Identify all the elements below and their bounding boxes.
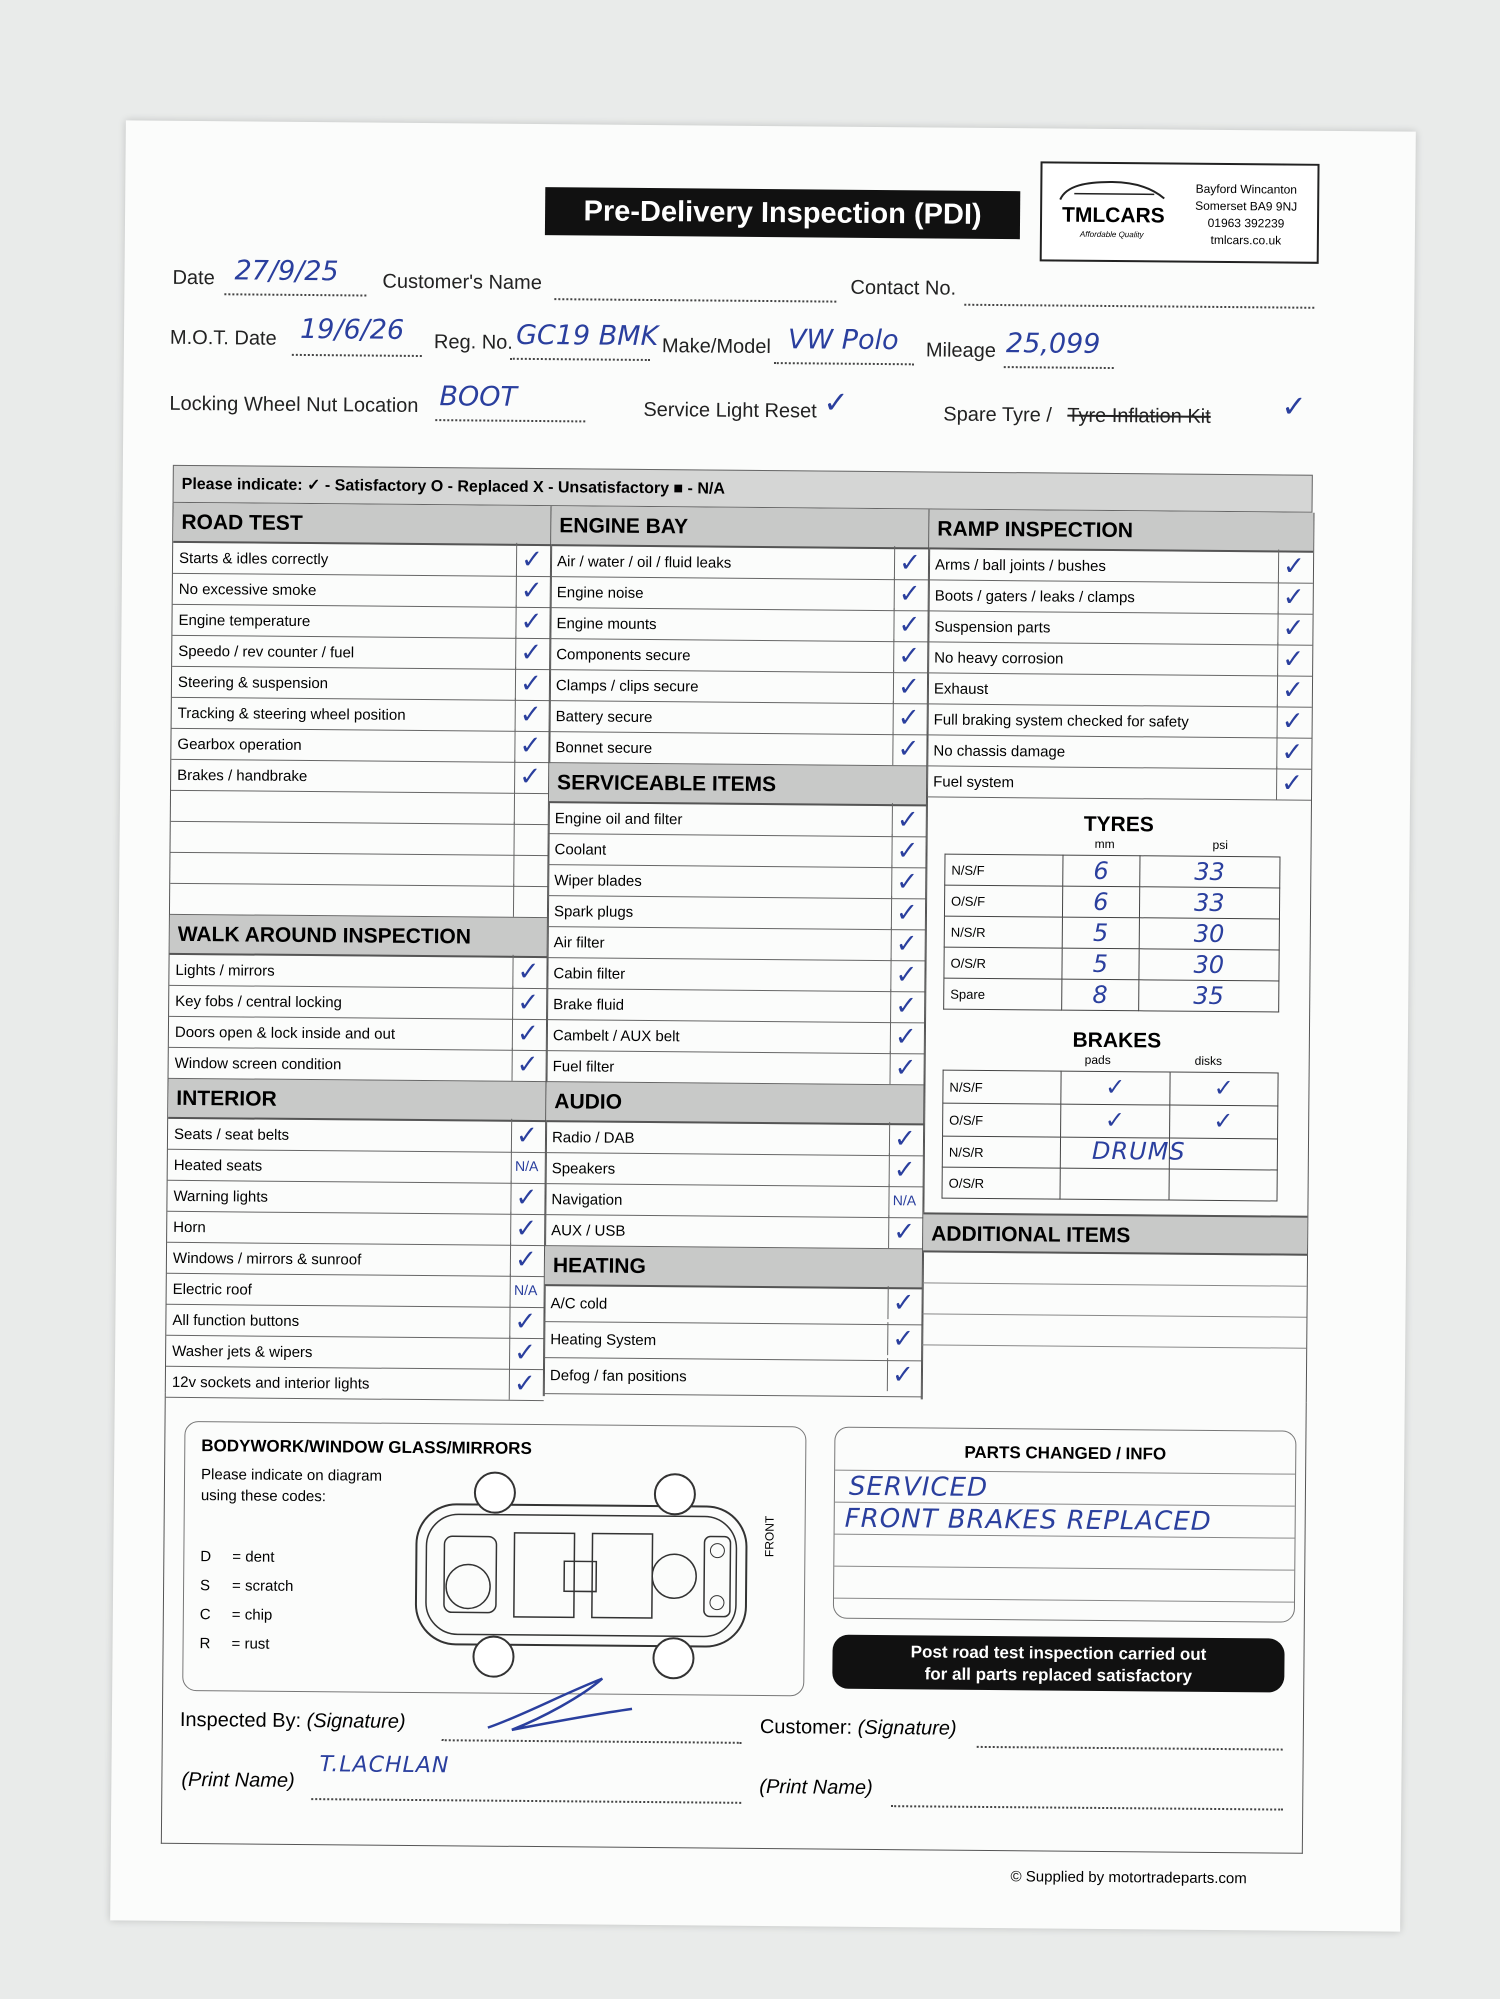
checklist-row[interactable]: A/C cold ✓ <box>544 1286 922 1325</box>
additional-line[interactable] <box>922 1314 1306 1348</box>
contact-field[interactable] <box>964 280 1314 309</box>
company-tagline: Affordable Quality <box>1079 229 1144 240</box>
tick-mark: ✓ <box>510 1212 541 1245</box>
make-model-label: Make/Model <box>661 335 771 359</box>
additional-line[interactable] <box>922 1345 1306 1379</box>
checklist-row[interactable]: Speakers ✓ <box>546 1153 924 1187</box>
tick-mark: ✓ <box>891 927 922 960</box>
legend-bar: Please indicate: ✓ - Satisfactory O - Replaced X - Unsatisfactory ■ - N/A <box>173 465 1313 513</box>
tick-mark: ✓ <box>1276 735 1307 768</box>
bodywork-heading: BODYWORK/WINDOW GLASS/MIRRORS <box>201 1436 532 1458</box>
checklist-row[interactable]: Key fobs / central locking ✓ <box>169 986 547 1020</box>
tyres-heading: TYRES <box>1083 812 1154 837</box>
tick-mark: ✓ <box>891 896 922 929</box>
brake-row[interactable]: N/S/R <box>942 1136 1277 1170</box>
code-row: R = rust <box>199 1635 270 1653</box>
tick-mark: ✓ <box>1278 549 1309 582</box>
tyres-table <box>943 854 1280 1013</box>
checklist-row[interactable]: Steering & suspension ✓ <box>172 667 550 701</box>
reg-label: Reg. No. <box>433 331 513 354</box>
tick-mark: ✓ <box>514 729 545 762</box>
service-light-tick[interactable]: ✓ <box>823 386 849 420</box>
tyre-row[interactable]: N/S/R 5 30 <box>944 916 1279 950</box>
locking-nut-value[interactable]: BOOT <box>439 381 518 413</box>
code-row: S = scratch <box>200 1577 294 1595</box>
mileage-value[interactable]: 25,099 <box>1005 328 1101 360</box>
walk-around-heading: WALK AROUND INSPECTION <box>170 915 548 958</box>
tick-mark: ✓ <box>888 1215 919 1248</box>
tick-mark: ✓ <box>509 1367 540 1400</box>
checklist-row[interactable]: Bonnet secure ✓ <box>549 732 927 766</box>
tick-mark: ✓ <box>894 577 925 610</box>
brake-row[interactable]: O/S/R <box>942 1167 1277 1201</box>
ramp-heading: RAMP INSPECTION <box>929 509 1313 552</box>
tick-mark: ✓ <box>890 989 921 1022</box>
inspected-by-label: Inspected By: (Signature) <box>179 1708 406 1733</box>
rear-brakes-note[interactable]: DRUMS <box>1091 1136 1186 1166</box>
heating-heading: HEATING <box>545 1246 923 1289</box>
tick-mark: ✓ <box>892 732 923 765</box>
checklist-row[interactable]: AUX / USB ✓ <box>545 1215 923 1249</box>
checklist-row[interactable]: Fuel filter ✓ <box>547 1051 925 1085</box>
tick-mark: ✓ <box>1277 673 1308 706</box>
date-label: Date <box>172 266 215 290</box>
spare-tyre-tick[interactable]: ✓ <box>1281 390 1307 424</box>
tick-mark: ✓ <box>1277 704 1308 737</box>
tick-mark: ✓ <box>512 1017 543 1050</box>
spare-tyre-label: Spare Tyre / <box>943 403 1053 427</box>
pdi-form <box>110 120 1416 1931</box>
tick-mark: ✓ <box>889 1051 920 1084</box>
customer-signature-field[interactable] <box>977 1722 1283 1751</box>
checklist-row[interactable]: Starts & idles correctly ✓ <box>173 543 551 577</box>
tick-mark: ✓ <box>890 1020 921 1053</box>
customer-name-field[interactable] <box>554 274 836 302</box>
column-right <box>921 509 1315 1402</box>
brakes-heading: BRAKES <box>1072 1028 1162 1053</box>
checklist-row[interactable]: Battery secure ✓ <box>550 701 928 735</box>
parts-heading: PARTS CHANGED / INFO <box>964 1442 1167 1464</box>
parts-line-2[interactable]: FRONT BRAKES REPLACED <box>844 1503 1212 1537</box>
tick-mark: ✓ <box>515 636 546 669</box>
checklist-row[interactable]: Tracking & steering wheel position ✓ <box>172 698 550 732</box>
tick-mark: ✓ <box>887 1286 918 1319</box>
brakes-disks-header: disks <box>1194 1053 1223 1069</box>
checklist-row[interactable]: Engine noise ✓ <box>551 577 929 611</box>
company-address: Bayford Wincanton Somerset BA9 9NJ 01963 392239 tmlcars.co.uk <box>1195 181 1298 248</box>
tyres-mm-header: mm <box>1094 836 1115 852</box>
tick-mark: ✓ <box>512 955 543 988</box>
checklist-row[interactable]: Electric roof N/A <box>167 1274 545 1308</box>
contact-label: Contact No. <box>850 276 957 300</box>
tick-mark: ✓ <box>509 1336 540 1369</box>
checklist-row[interactable]: Seats / seat belts ✓ <box>168 1119 546 1153</box>
checklist-row[interactable]: Fuel system ✓ <box>927 766 1311 800</box>
column-middle <box>543 506 931 1399</box>
engine-bay-heading: ENGINE BAY <box>551 506 929 549</box>
checklist-row[interactable]: Heated seats N/A <box>168 1150 546 1184</box>
tick-mark: ✓ <box>514 760 545 793</box>
make-model-value[interactable]: VW Polo <box>787 324 899 357</box>
na-mark: N/A <box>510 1274 541 1307</box>
checklist-row[interactable]: No excessive smoke ✓ <box>173 574 551 608</box>
na-mark: N/A <box>888 1184 919 1217</box>
checklist-row[interactable]: Horn ✓ <box>167 1212 545 1246</box>
tick-mark: ✓ <box>887 1358 918 1391</box>
tick-mark: ✓ <box>1277 642 1308 675</box>
tick-mark: ✓ <box>510 1243 541 1276</box>
checklist-row[interactable]: Speedo / rev counter / fuel ✓ <box>172 636 550 670</box>
checklist-row[interactable]: Boots / gaters / leaks / clamps ✓ <box>929 580 1313 614</box>
checklist-row[interactable]: Full braking system checked for safety ✓ <box>928 704 1312 738</box>
mot-date-label: M.O.T. Date <box>169 326 277 350</box>
tick-mark: ✓ <box>893 639 924 672</box>
code-row: D = dent <box>200 1548 275 1566</box>
bodywork-instructions: Please indicate on diagram using these codes: <box>200 1466 383 1506</box>
print-name-label: (Print Name) <box>181 1768 295 1792</box>
tyre-row[interactable]: Spare 8 35 <box>944 978 1279 1012</box>
checklist-row[interactable]: Components secure ✓ <box>550 639 928 673</box>
checklist-row[interactable]: Radio / DAB ✓ <box>546 1122 924 1156</box>
date-value[interactable]: 27/9/25 <box>234 255 339 288</box>
parts-line-1[interactable]: SERVICED <box>848 1471 989 1503</box>
tick-mark: ✓ <box>891 865 922 898</box>
checklist-row[interactable]: Clamps / clips secure ✓ <box>550 670 928 704</box>
tick-mark: ✓ <box>887 1322 918 1355</box>
checklist-row[interactable]: No chassis damage ✓ <box>927 735 1311 769</box>
mileage-label: Mileage <box>925 339 997 363</box>
checklist-row[interactable]: Engine temperature ✓ <box>172 605 550 639</box>
na-mark: N/A <box>511 1150 542 1183</box>
tick-mark: ✓ <box>1278 580 1309 613</box>
brakes-table-wrap <box>942 1070 1279 1202</box>
checklist-row[interactable]: 12v sockets and interior lights ✓ <box>166 1367 544 1401</box>
locking-nut-label: Locking Wheel Nut Location <box>169 392 419 417</box>
checklist-row[interactable]: Window screen condition ✓ <box>169 1048 547 1082</box>
customer-signature-label: Customer: (Signature) <box>759 1715 957 1740</box>
blank-row[interactable] <box>170 822 548 856</box>
audio-heading: AUDIO <box>546 1082 924 1125</box>
tick-mark: ✓ <box>892 803 923 836</box>
tick-mark: ✓ <box>516 574 547 607</box>
blank-row[interactable] <box>171 791 549 825</box>
additional-line[interactable] <box>923 1252 1307 1286</box>
tick-mark: ✓ <box>893 608 924 641</box>
tyre-row[interactable]: N/S/F 6 33 <box>945 854 1280 888</box>
damage-codes <box>199 1542 293 1659</box>
tick-mark: ✓ <box>510 1181 541 1214</box>
checklist-row[interactable]: Wiper blades ✓ <box>548 865 926 899</box>
interior-heading: INTERIOR <box>168 1079 546 1122</box>
car-diagram[interactable] <box>403 1464 785 1687</box>
serviceable-heading: SERVICEABLE ITEMS <box>549 763 927 806</box>
customer-print-name-field[interactable] <box>891 1781 1283 1810</box>
tyre-row[interactable]: O/S/R 5 30 <box>944 947 1279 981</box>
tick-mark: ✓ <box>511 1119 542 1152</box>
page-title: Pre-Delivery Inspection (PDI) <box>545 187 1020 239</box>
checklist-row[interactable]: Cambelt / AUX belt ✓ <box>547 1020 925 1054</box>
tyre-row[interactable]: O/S/F 6 33 <box>944 885 1279 919</box>
mot-date-value[interactable]: 19/6/26 <box>299 313 405 346</box>
column-left <box>165 503 553 1399</box>
tick-mark: ✓ <box>509 1305 540 1338</box>
code-row: C = chip <box>199 1606 273 1624</box>
checklist-row[interactable]: Exhaust ✓ <box>928 673 1312 707</box>
company-logo <box>1040 161 1320 263</box>
checklist-row[interactable]: Air filter ✓ <box>548 927 926 961</box>
tick-mark: ✓ <box>889 1153 920 1186</box>
tyre-inflation-label: Tyre Inflation Kit <box>1067 404 1211 428</box>
tick-mark: ✓ <box>515 605 546 638</box>
checklist-row[interactable]: No heavy corrosion ✓ <box>928 642 1312 676</box>
checklist-row[interactable]: All function buttons ✓ <box>166 1305 544 1339</box>
blank-row[interactable] <box>170 853 548 887</box>
checklist-row[interactable]: Washer jets & wipers ✓ <box>166 1336 544 1370</box>
tick-mark: ✓ <box>1276 766 1307 799</box>
tick-mark: ✓ <box>890 958 921 991</box>
checklist-row[interactable]: Defog / fan positions ✓ <box>544 1358 922 1397</box>
brake-row[interactable]: N/S/F ✓ ✓ <box>943 1070 1278 1106</box>
service-light-label: Service Light Reset <box>643 398 817 423</box>
checklist-row[interactable]: Heating System ✓ <box>544 1322 922 1361</box>
checklist-row[interactable]: Suspension parts ✓ <box>928 611 1312 645</box>
additional-line[interactable] <box>922 1283 1306 1317</box>
brakes-table <box>942 1070 1279 1202</box>
additional-heading: ADDITIONAL ITEMS <box>923 1212 1307 1255</box>
brakes-pads-header: pads <box>1084 1052 1111 1068</box>
post-road-test-banner: Post road test inspection carried out for all parts replaced satisfactory <box>832 1635 1284 1693</box>
brake-row[interactable]: O/S/F ✓ ✓ <box>943 1103 1278 1139</box>
checklist-row[interactable]: Coolant ✓ <box>548 834 926 868</box>
checklist-row[interactable]: Doors open & lock inside and out ✓ <box>169 1017 547 1051</box>
tick-mark: ✓ <box>512 986 543 1019</box>
tick-mark: ✓ <box>893 670 924 703</box>
checklist-row[interactable]: Arms / ball joints / bushes ✓ <box>929 549 1313 583</box>
blank-row[interactable] <box>170 884 548 918</box>
road-test-heading: ROAD TEST <box>173 503 551 546</box>
tick-mark: ✓ <box>894 546 925 579</box>
checklist-row[interactable]: Cabin filter ✓ <box>547 958 925 992</box>
tick-mark: ✓ <box>893 701 924 734</box>
checklist-row[interactable]: Spark plugs ✓ <box>548 896 926 930</box>
company-name: TMLCARS <box>1061 203 1165 228</box>
tick-mark: ✓ <box>889 1122 920 1155</box>
checklist-row[interactable]: Air / water / oil / fluid leaks ✓ <box>551 546 929 580</box>
tyres-psi-header: psi <box>1212 837 1229 853</box>
car-logo-icon <box>1056 178 1168 207</box>
tick-mark: ✓ <box>1277 611 1308 644</box>
tick-mark: ✓ <box>891 834 922 867</box>
print-name-value[interactable]: T.LACHLAN <box>319 1752 450 1779</box>
checklist-row[interactable]: Engine mounts ✓ <box>550 608 928 642</box>
inspector-signature <box>482 1672 643 1737</box>
front-label: FRONT <box>762 1515 777 1558</box>
checklist-row[interactable]: Navigation N/A <box>545 1184 923 1218</box>
checklist-row[interactable]: Warning lights ✓ <box>167 1181 545 1215</box>
supplied-by: © Supplied by motortradeparts.com <box>1010 1868 1247 1888</box>
tick-mark: ✓ <box>516 543 547 576</box>
tick-mark: ✓ <box>512 1048 543 1081</box>
customer-name-label: Customer's Name <box>382 270 542 295</box>
checklist-row[interactable]: Gearbox operation ✓ <box>171 729 549 763</box>
checklist-row[interactable]: Engine oil and filter ✓ <box>549 803 927 837</box>
checklist-row[interactable]: Lights / mirrors ✓ <box>169 955 547 989</box>
customer-print-name-label: (Print Name) <box>759 1775 873 1799</box>
tick-mark: ✓ <box>515 667 546 700</box>
parts-changed-box <box>833 1427 1297 1623</box>
bodywork-box <box>182 1421 806 1696</box>
checklist-row[interactable]: Brakes / handbrake ✓ <box>171 760 549 794</box>
checklist-row[interactable]: Windows / mirrors & sunroof ✓ <box>167 1243 545 1277</box>
print-name-line <box>311 1774 741 1804</box>
reg-value[interactable]: GC19 BMK <box>515 319 659 353</box>
checklist-row[interactable]: Brake fluid ✓ <box>547 989 925 1023</box>
tick-mark: ✓ <box>515 698 546 731</box>
